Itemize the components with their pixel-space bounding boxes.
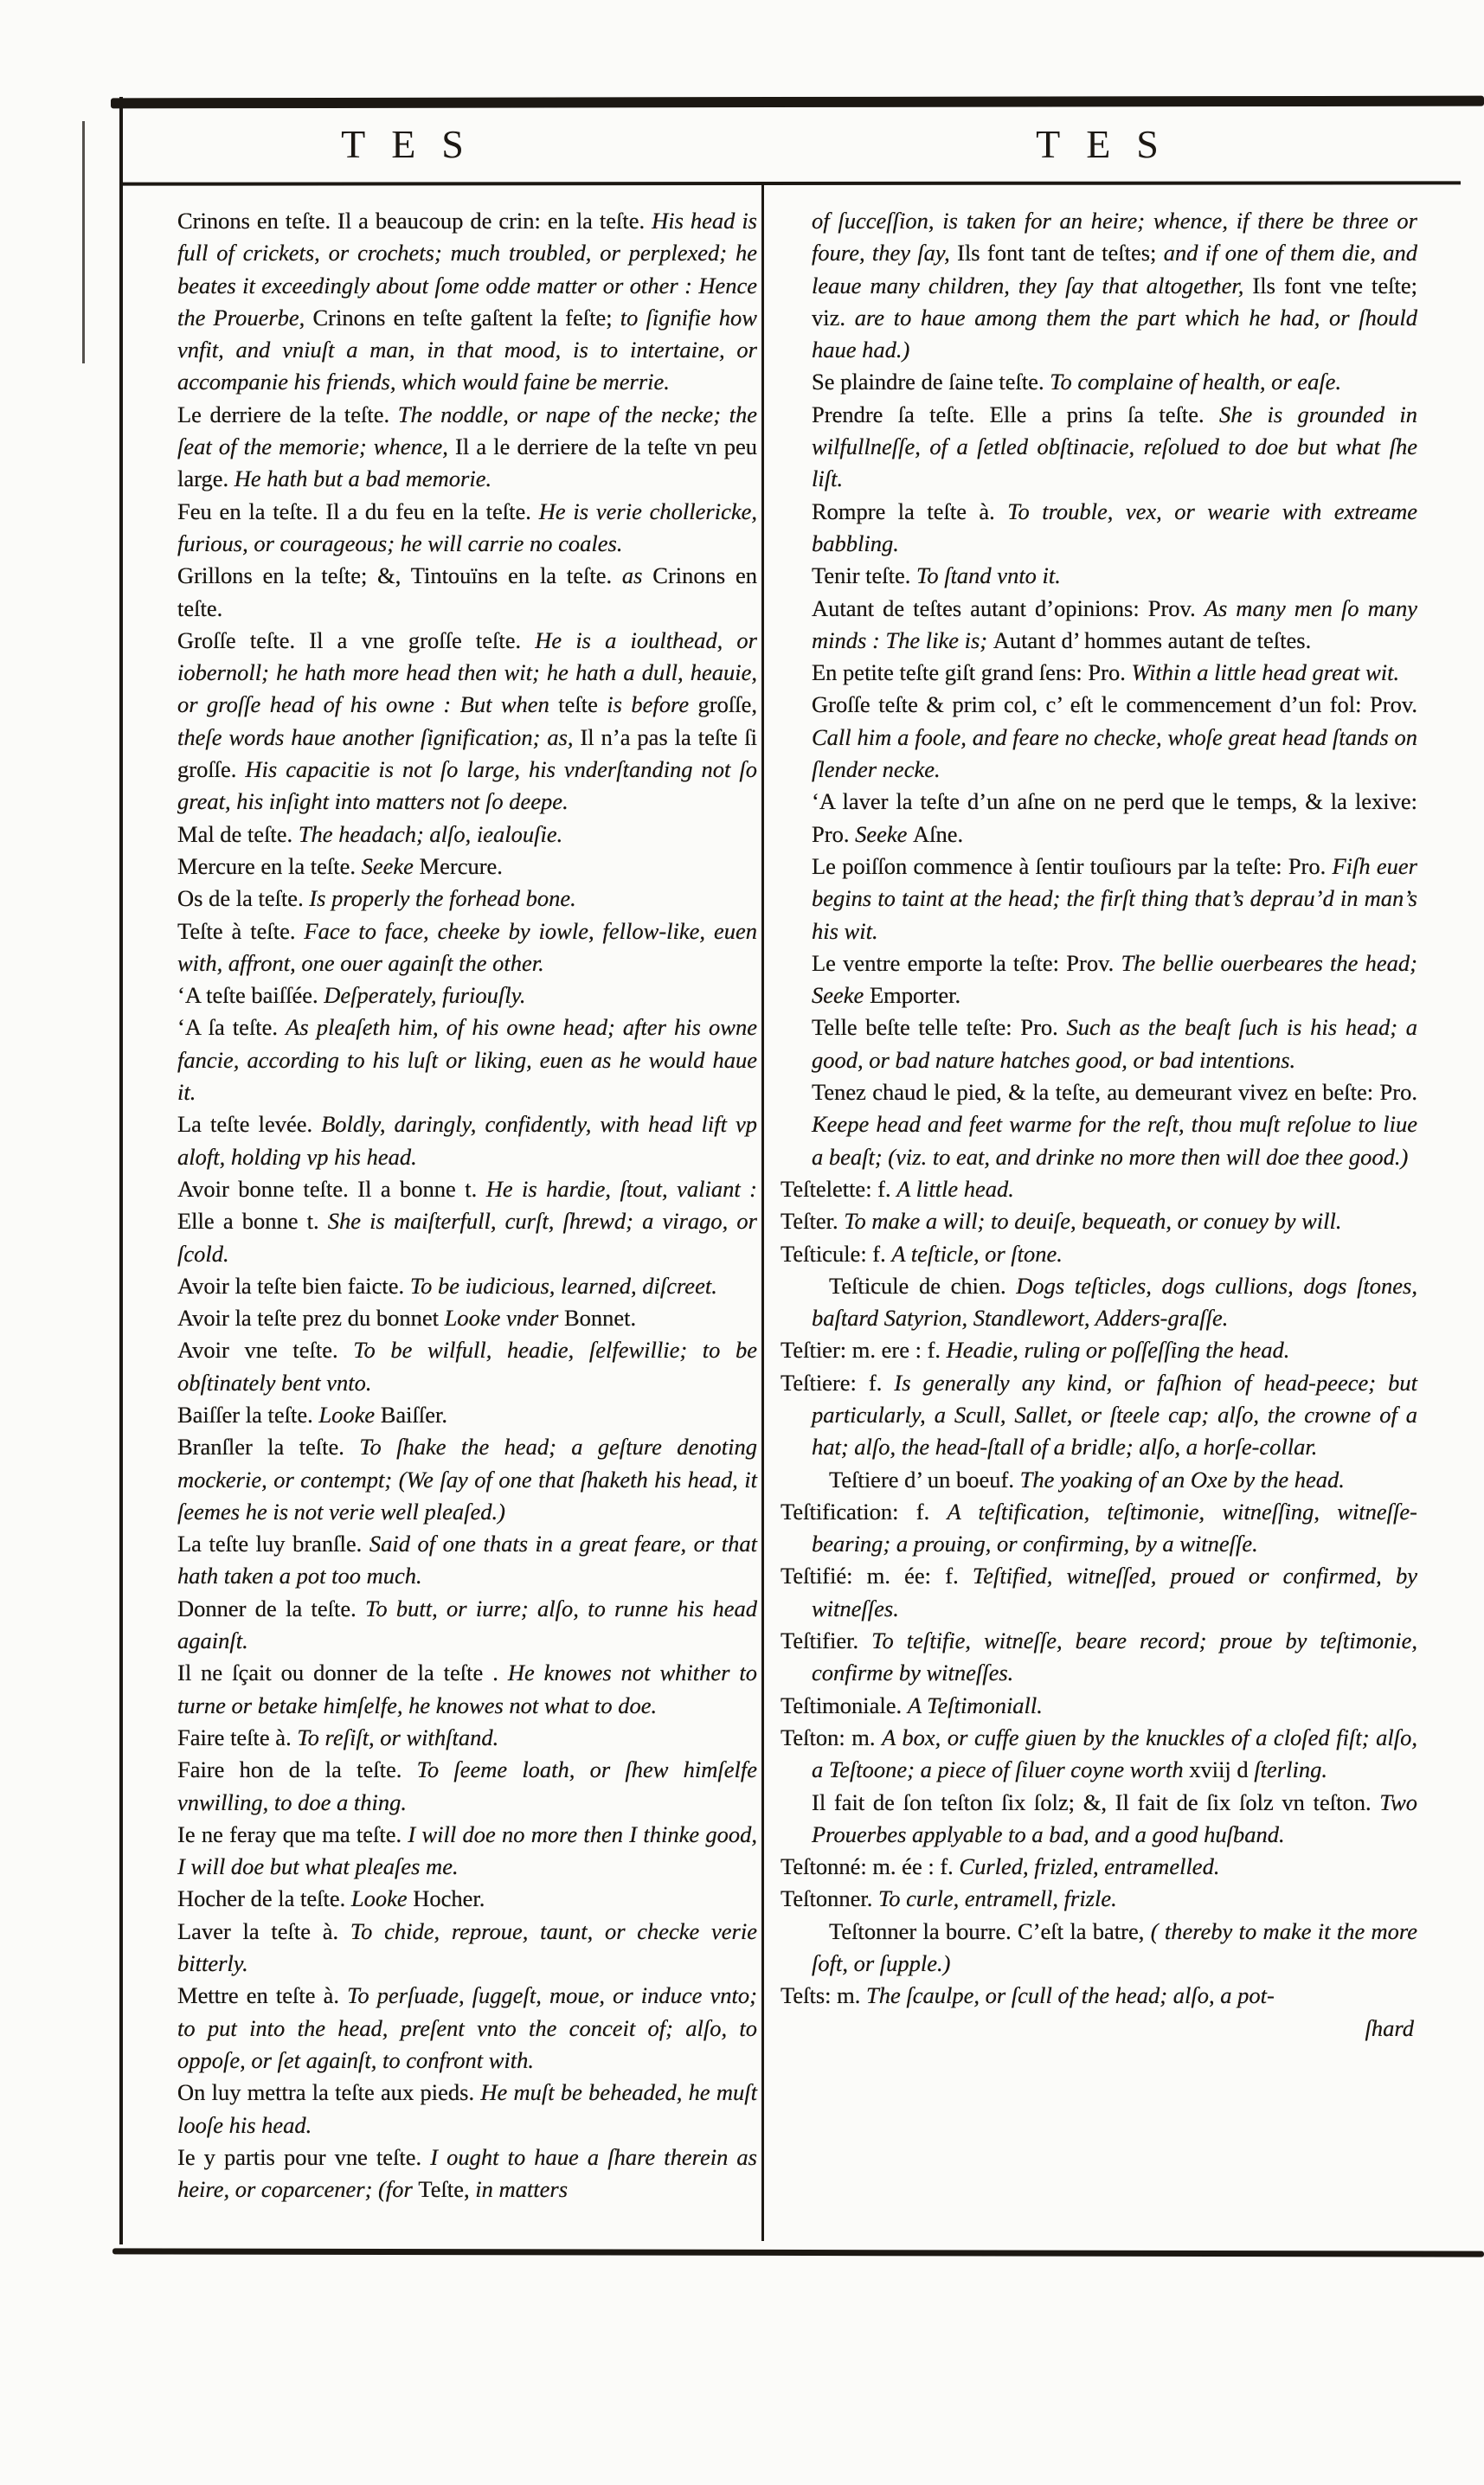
text-segment: Tenir teſte.	[812, 562, 917, 589]
text-segment: A teſtification, teſtimonie, witneſſing, witneſſe-bearing; a prouing, or confirming, by a witneſſe.	[812, 1498, 1417, 1557]
dictionary-entry	[177, 1399, 757, 1431]
text-segment: xviij d	[1189, 1756, 1255, 1783]
text-segment: Groſſe teſte. Il a vne groſſe teſte.	[177, 626, 536, 653]
text-segment: Hocher.	[413, 1885, 485, 1912]
text-segment: ( thereby to make it the more ſoft, or ſupple.)	[812, 1917, 1417, 1977]
text-segment: Face to face, cheeke by iowle, fellow-like, euen with, affront, one ouer againſt the other.	[177, 917, 757, 976]
dictionary-entry	[812, 657, 1417, 689]
text-segment: A teſticle, or ſtone.	[891, 1240, 1063, 1267]
text-segment: Headie, ruling or poſſeſſing the head.	[946, 1337, 1290, 1364]
text-segment: Teſte,	[418, 2176, 476, 2203]
text-segment: Is properly the forhead bone.	[309, 885, 576, 912]
text-segment: Elle a bonne t.	[177, 1208, 328, 1235]
text-segment: and if one of them die, and leaue many children, they ſay that altogether,	[812, 240, 1417, 299]
text-segment: Mercure en la teſte.	[177, 852, 362, 879]
text-segment: Avoir bonne teſte. Il a bonne t.	[177, 1175, 486, 1202]
text-segment: Teſtimoniale.	[781, 1692, 908, 1718]
text-segment: Autant d’ hommes autant de teſtes.	[993, 626, 1312, 653]
column-divider-rule	[761, 183, 764, 2241]
text-segment: Os de la teſte.	[177, 885, 310, 912]
text-segment: Le derriere de la teſte.	[177, 401, 398, 427]
text-segment: Crinons en teſte gaſtent la feſte;	[312, 304, 620, 331]
dictionary-entry	[812, 560, 1417, 592]
text-segment: Ils font tant de teſtes;	[957, 240, 1164, 266]
text-segment: Looke	[318, 1401, 381, 1428]
dictionary-entry	[177, 1754, 757, 1819]
text-segment: Teſtonner.	[781, 1885, 878, 1912]
text-segment: As many men ſo many minds : The like is;	[812, 594, 1417, 653]
text-segment: Mettre en teſte à.	[177, 1982, 348, 2009]
text-segment: To curle, entramell, frizle.	[877, 1885, 1117, 1912]
dictionary-entry	[177, 1528, 757, 1593]
text-segment: Baiſſer la teſte.	[177, 1401, 319, 1428]
dictionary-entry	[812, 399, 1417, 496]
dictionary-entry	[781, 1205, 1417, 1237]
running-head-right: TES	[1036, 122, 1185, 166]
dictionary-entry	[812, 1270, 1417, 1335]
text-segment: Crinons en teſte.	[177, 562, 757, 621]
dictionary-entry	[177, 560, 757, 625]
dictionary-entry	[177, 1883, 757, 1915]
text-segment: Donner de la teſte.	[177, 1595, 366, 1621]
text-segment: Avoir vne teſte.	[177, 1337, 354, 1364]
text-segment: Ie y partis pour vne teſte.	[177, 2143, 431, 2170]
text-segment: Curled, frizled, entramelled.	[959, 1853, 1220, 1880]
text-segment: Looke	[350, 1885, 414, 1912]
text-segment: The noddle, or nape of the necke; the ſeat of the memorie; whence,	[177, 401, 757, 460]
text-segment: Prendre ſa teſte. Elle a prins ſa teſte.	[812, 401, 1219, 427]
text-segment: Crinons en teſte. Il a beaucoup de crin: en la teſte.	[177, 208, 652, 234]
text-segment: Seeke	[361, 852, 420, 879]
dictionary-entry	[812, 786, 1417, 851]
text-segment: To complaine of health, or eaſe.	[1050, 369, 1342, 395]
text-segment: Le poiſſon commence à ſentir touſiours par la teſte: Pro.	[812, 852, 1333, 879]
text-segment: He knowes not whither to turne or betake himſelfe, he knowes not what to doe.	[177, 1660, 757, 1718]
text-segment: En petite teſte giſt grand ſens: Pro.	[812, 659, 1132, 686]
dictionary-entry	[781, 1496, 1417, 1561]
text-segment: Laver la teſte à.	[177, 1917, 350, 1944]
dictionary-entry	[177, 1722, 757, 1754]
text-segment: Teſtification: f.	[781, 1498, 948, 1525]
text-segment: To trouble, vex, or wearie with extreame babbling.	[812, 498, 1417, 556]
dictionary-entry	[781, 1851, 1417, 1883]
dictionary-entry	[781, 1173, 1417, 1205]
dictionary-entry	[781, 1690, 1417, 1722]
dictionary-entry	[781, 1560, 1417, 1625]
text-segment: Il a le derriere de la teſte vn peu large.	[177, 433, 758, 492]
text-segment: Teſtified, witneſſed, proued or confirmed, by witneſſes.	[812, 1563, 1417, 1621]
text-segment: Grillons en la teſte; &, Tintouïns en la teſte.	[177, 562, 622, 589]
text-segment: His capacitie is not ſo large, his vnderſtanding not ſo great, his inſight into matters not ſo deepe.	[177, 756, 757, 815]
text-segment: Seeke	[855, 820, 914, 847]
dictionary-entry	[177, 819, 757, 851]
text-segment: ‘A ſa teſte.	[177, 1014, 286, 1041]
dictionary-entry	[177, 399, 757, 496]
text-segment: Dogs teſticles, dogs cullions, dogs ſtones, baſtard Satyrion, Standlewort, Adders-graſſe.	[812, 1272, 1417, 1332]
text-segment: Avoir la teſte prez du bonnet	[177, 1305, 445, 1332]
dictionary-entry	[781, 1883, 1417, 1915]
column-left	[177, 205, 757, 2206]
text-segment: as	[621, 562, 653, 589]
text-segment: Deſperately, furiouſly.	[324, 982, 526, 1009]
text-segment: Mercure.	[419, 852, 503, 879]
text-segment: To make a will; to deuiſe, bequeath, or conuey by will.	[844, 1208, 1342, 1235]
text-segment: To ſhake the head; a geſture denoting mockerie, or contempt; (We ſay of one that ſhaketh his head, it ſeemes he is not verie well pleaſed.)	[177, 1434, 757, 1525]
dictionary-entry	[781, 1367, 1417, 1464]
dictionary-entry	[812, 593, 1417, 658]
dictionary-entry	[177, 1302, 757, 1334]
text-segment: To perſuade, ſuggeſt, moue, or induce vnto; to put into the head, preſent vnto the conceit of; alſo, to oppoſe, or ſet againſt, to confront with.	[177, 1982, 757, 2073]
text-segment: Teſtonner la bourre. C’eſt la batre,	[829, 1917, 1151, 1944]
text-segment: Fiſh euer begins to taint at the head; the firſt thing that’s deprau’d in man’s his wit.	[812, 852, 1417, 944]
text-segment: To teſtifie, witneſſe, beare record; proue by teſtimonie, confirme by witneſſes.	[812, 1628, 1418, 1686]
text-segment: Groſſe teſte & prim col, c’ eſt le commencement d’un fol: Prov.	[812, 691, 1417, 718]
dictionary-entry	[781, 1238, 1417, 1270]
text-segment: The headach; alſo, iealouſie.	[298, 820, 563, 847]
text-segment: Such as the beaſt ſuch is his head; a good, or bad nature hatches good, or bad intentions.	[812, 1014, 1418, 1073]
dictionary-entry	[812, 851, 1417, 947]
column-right-entries	[781, 205, 1418, 2013]
dictionary-entry	[177, 625, 757, 819]
dictionary-entry	[177, 1819, 757, 1884]
text-segment: of ſucceſſion, is taken for an heire; whence, if there be three or foure, they ſay,	[812, 208, 1417, 266]
page-edge-mark	[82, 121, 85, 363]
dictionary-entry	[812, 1787, 1417, 1852]
dictionary-entry	[781, 1334, 1417, 1366]
text-segment: to ſignifie how vnfit, and vniuſt a man, in that mood, is to intertaine, or accompanie his friends, which would faine be merrie.	[177, 304, 757, 395]
top-rule	[111, 96, 1484, 109]
dictionary-entry	[812, 366, 1417, 398]
text-segment: Il ne ſçait ou donner de la teſte .	[177, 1660, 508, 1686]
text-segment: Keepe head and feet warme for the reſt, thou muſt reſolue to liue a beaſt; (viz. to eat, and drinke no more then will doe thee good.)	[812, 1111, 1417, 1170]
text-segment: To butt, or iurre; alſo, to runne his head againſt.	[177, 1595, 757, 1654]
text-segment: Teſtier: m. ere : f.	[781, 1337, 947, 1364]
text-segment: She is maiſterfull, curſt, ſhrewd; a virago, or ſcold.	[177, 1208, 757, 1267]
text-segment: Teſter.	[781, 1208, 845, 1235]
header-rule	[119, 181, 1461, 185]
text-segment: ‘A teſte baiſſée.	[177, 982, 324, 1009]
text-segment: Two Prouerbes applyable to a bad, and a good huſband.	[812, 1788, 1417, 1847]
text-segment: Se plaindre de ſaine teſte.	[812, 369, 1050, 395]
bottom-rule	[112, 2248, 1484, 2257]
catchword: ſhard	[1365, 2014, 1414, 2041]
text-segment: ſterling.	[1254, 1756, 1327, 1783]
text-segment: To chide, reproue, taunt, or checke verie bitterly.	[177, 1917, 757, 1977]
text-segment: Il n’a pas la teſte ſi groſſe.	[177, 723, 758, 783]
text-segment: As pleaſeth him, of his owne head; after his owne fancie, according to his luſt or liking, euen as he would haue it.	[177, 1014, 757, 1106]
text-segment: The bellie ouerbeares the head; Seeke	[812, 949, 1417, 1009]
dictionary-entry	[177, 1334, 757, 1399]
text-segment: He is verie chollericke, furious, or courageous; he will carrie no coales.	[177, 498, 757, 556]
text-segment: The ſcaulpe, or ſcull of the head; alſo, a pot-	[866, 1982, 1275, 2009]
text-segment: Teſtifier.	[781, 1628, 872, 1654]
dictionary-entry	[177, 1173, 757, 1270]
text-segment: Ie ne feray que ma teſte.	[177, 1820, 408, 1847]
text-segment: Ils font vne teſte; viz.	[812, 272, 1417, 331]
dictionary-entry	[177, 1980, 757, 2077]
text-segment: Baiſſer.	[380, 1401, 448, 1428]
dictionary-entry	[177, 915, 757, 980]
text-segment: Faire teſte à.	[177, 1724, 298, 1750]
text-segment: ‘A laver la teſte d’un aſne on ne perd que le temps, & la lexive: Pro.	[812, 788, 1417, 847]
text-segment: Within a little head great wit.	[1131, 659, 1400, 686]
text-segment: A box, or cuffe giuen by the knuckles of a cloſed fiſt; alſo, a Teſtoone; a piece of ſiluer coyne worth	[812, 1724, 1417, 1783]
text-segment: To be wilfull, headie, ſelfewillie; to be obſtinately bent vnto.	[177, 1337, 758, 1396]
text-segment: Teſticule: f.	[781, 1240, 892, 1267]
text-segment: His head is full of crickets, or crochets; much troubled, or perplexed; he beates it exceedingly about ſome odde matter or other : Hence the Prouerbe,	[177, 208, 757, 331]
text-segment: Emporter.	[869, 982, 961, 1009]
dictionary-entry	[781, 1625, 1418, 1690]
text-segment: Call him a foole, and feare no checke, whoſe great head ſtands on ſlender necke.	[812, 723, 1417, 783]
dictionary-entry	[177, 2141, 757, 2206]
text-segment: teſte	[558, 691, 607, 718]
dictionary-entry	[781, 1722, 1417, 1787]
text-segment: Bonnet.	[563, 1305, 637, 1332]
column-right	[781, 205, 1418, 2045]
text-segment: Teſticule de chien.	[829, 1272, 1017, 1299]
text-segment: He hath but a bad memorie.	[234, 466, 492, 492]
dictionary-entry	[177, 1431, 757, 1528]
dictionary-entry	[177, 2077, 757, 2141]
text-segment: Mal de teſte.	[177, 820, 299, 847]
dictionary-entry	[177, 1011, 757, 1108]
text-segment: A little head.	[896, 1175, 1014, 1202]
running-head-left: TES	[341, 122, 490, 166]
dictionary-entry	[177, 1657, 757, 1722]
text-segment: Feu en la teſte. Il a du feu en la teſte.	[177, 498, 539, 524]
text-segment: He is a ioulthead, or iobernoll; he hath more head then wit; he hath a dull, heauie, or groſſe head of his owne : But when	[177, 626, 757, 718]
text-segment: Teſte à teſte.	[177, 917, 305, 944]
dictionary-entry	[812, 947, 1417, 1012]
text-segment: To ſeeme loath, or ſhew himſelfe vnwilling, to doe a thing.	[177, 1756, 757, 1815]
left-border-rule	[119, 97, 123, 2244]
text-segment: I ought to haue a ſhare therein as heire, or coparcener; (for	[177, 2143, 757, 2203]
text-segment: He is hardie, ſtout, valiant :	[485, 1175, 757, 1202]
text-segment: He muſt be beheaded, he muſt looſe his head.	[177, 2079, 757, 2138]
dictionary-entry	[812, 1464, 1417, 1496]
text-segment: I will doe no more then I thinke good, I will doe but what pleaſes me.	[177, 1820, 757, 1880]
dictionary-entry	[177, 1916, 757, 1981]
text-segment: To be iudicious, learned, diſcreet.	[409, 1272, 717, 1299]
dictionary-entry	[812, 1011, 1417, 1076]
dictionary-entry	[812, 205, 1417, 366]
dictionary-entry	[812, 1916, 1417, 1981]
text-segment: groſſe,	[697, 691, 757, 718]
text-segment: Teſtiere: f.	[781, 1369, 895, 1396]
text-segment: is before	[607, 691, 698, 718]
dictionary-entry	[812, 689, 1417, 786]
text-segment: Boldly, daringly, confidently, with head lift vp aloft, holding vp his head.	[177, 1111, 758, 1170]
text-segment: Teſtelette: f.	[781, 1175, 897, 1202]
text-segment: A Teſtimoniall.	[907, 1692, 1043, 1718]
text-segment: To reſiſt, or withſtand.	[297, 1724, 499, 1750]
text-segment: Teſtifié: m. ée: f.	[781, 1563, 973, 1589]
dictionary-entry	[177, 1270, 757, 1302]
text-segment: Looke vnder	[444, 1305, 564, 1332]
text-segment: Branſler la teſte.	[177, 1434, 360, 1461]
dictionary-entry	[177, 1593, 757, 1658]
text-segment: Autant de teſtes autant d’opinions: Prov.	[812, 594, 1205, 621]
text-segment: La teſte luy branſle.	[177, 1531, 369, 1557]
text-segment: Il fait de ſon teſton ſix ſolz; &, Il fait de ſix ſolz vn teſton.	[812, 1788, 1380, 1815]
dictionary-entry	[177, 496, 757, 561]
text-segment: La teſte levée.	[177, 1111, 322, 1138]
text-segment: are to haue among them the part which he had, or ſhould haue had.)	[812, 304, 1418, 363]
dictionary-entry	[177, 205, 757, 399]
text-segment: Teſtonné: m. ée : f.	[781, 1853, 960, 1880]
text-segment: in matters	[475, 2176, 569, 2203]
text-segment: The yoaking of an Oxe by the head.	[1019, 1466, 1345, 1493]
text-segment: On luy mettra la teſte aux pieds.	[177, 2079, 481, 2106]
text-segment: To ſtand vnto it.	[916, 562, 1061, 589]
text-segment: Aſne.	[913, 820, 964, 847]
text-segment: Avoir la teſte bien faicte.	[177, 1272, 410, 1299]
text-segment: Telle beſte telle teſte: Pro.	[812, 1014, 1067, 1041]
text-segment: Teſts: m.	[781, 1982, 866, 2009]
text-segment: Tenez chaud le pied, & la teſte, au demeurant vivez en beſte: Pro.	[812, 1079, 1417, 1106]
text-segment: Said of one thats in a great feare, or that hath taken a pot too much.	[177, 1531, 757, 1589]
text-segment: Faire hon de la teſte.	[177, 1756, 417, 1783]
dictionary-entry	[812, 496, 1417, 561]
dictionary-entry	[177, 979, 757, 1011]
text-segment: Teſton: m.	[781, 1724, 883, 1750]
text-segment: Hocher de la teſte.	[177, 1885, 351, 1912]
text-segment: Rompre la teſte à.	[812, 498, 1008, 524]
dictionary-entry	[781, 1980, 1417, 2012]
dictionary-entry	[177, 1108, 757, 1173]
column-left-entries	[177, 205, 757, 2206]
dictionary-entry	[812, 1076, 1417, 1173]
dictionary-entry	[177, 883, 757, 915]
text-segment: Teſtiere d’ un boeuf.	[829, 1466, 1020, 1493]
text-segment: Le ventre emporte la teſte: Prov.	[812, 949, 1121, 976]
text-segment: theſe words haue another ſignification; as,	[177, 723, 581, 750]
text-segment: She is grounded in wilfullneſſe, of a ſetled obſtinacie, reſolued to doe but what ſhe liſt.	[812, 401, 1417, 492]
text-segment: Is generally any kind, or faſhion of head-peece; but particularly, a Scull, Sallet, or ſteele cap; alſo, the crowne of a hat; alſo, the head-ſtall of a bridle; alſo, a horſe-collar.	[812, 1369, 1417, 1461]
dictionary-entry	[177, 851, 757, 883]
